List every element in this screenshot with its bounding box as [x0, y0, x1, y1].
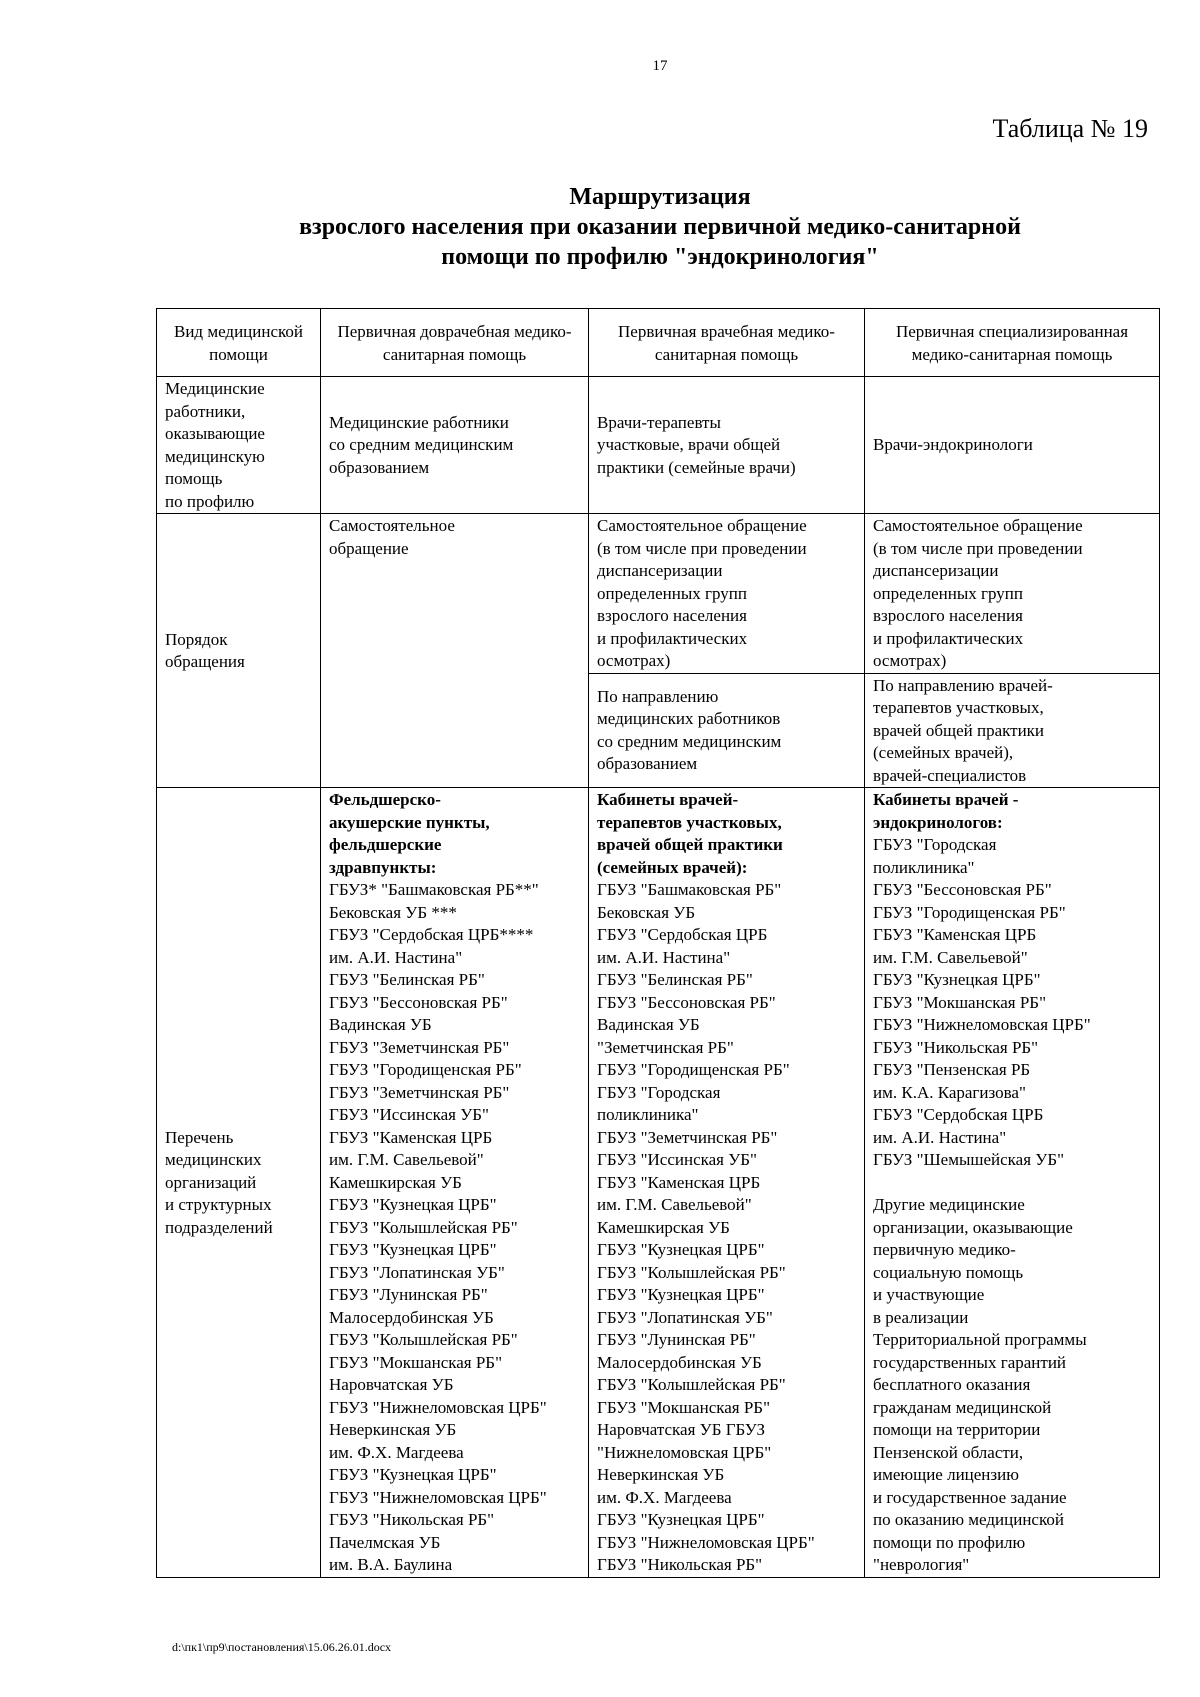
- text-line: акушерские пункты,: [329, 812, 490, 832]
- text-line: определенных групп: [873, 583, 1023, 603]
- text-line: ГБУЗ "Каменская ЦРБ: [329, 1127, 493, 1147]
- text-line: Бековская УБ ***: [329, 902, 457, 922]
- text-line: осмотрах): [597, 651, 671, 670]
- text-line: ГБУЗ "Кузнецкая ЦРБ": [873, 970, 1041, 989]
- text-line: (в том числе при проведении: [873, 538, 1083, 558]
- text-line: ГБУЗ "Никольская РБ": [873, 1037, 1039, 1057]
- text-line: Малосердобинская УБ: [329, 1307, 494, 1327]
- text-line: со средним медицинским: [597, 731, 782, 751]
- text-line: ГБУЗ "Каменская ЦРБ: [873, 925, 1037, 944]
- physician-list-heading: [597, 789, 856, 879]
- text-line: Бековская УБ: [597, 902, 696, 922]
- text-line: Наровчатская УБ ГБУЗ: [597, 1420, 766, 1439]
- text-line: ГБУЗ "Колышлейская РБ": [329, 1330, 518, 1349]
- text-line: им. Г.М. Савельевой": [329, 1150, 484, 1169]
- text-line: им. Ф.Х. Магдеева: [597, 1487, 732, 1507]
- text-line: ГБУЗ "Лопатинская УБ": [597, 1307, 773, 1327]
- row-label-workers: [157, 377, 321, 514]
- text-line: (в том числе при проведении: [597, 538, 807, 558]
- text-line: помощи на территории: [873, 1420, 1041, 1439]
- text-line: и участвующие: [873, 1285, 985, 1304]
- text-line: Камешкирская УБ: [329, 1172, 462, 1192]
- text-line: помощь: [165, 469, 223, 488]
- text-line: По направлению: [597, 686, 719, 706]
- text-line: ГБУЗ "Городская: [873, 835, 997, 854]
- text-line: ГБУЗ "Земетчинская РБ": [329, 1082, 510, 1102]
- text-line: государственных гарантий: [873, 1352, 1067, 1372]
- title-line: взрослого населения при оказании первичной медико-санитарной: [299, 214, 1021, 240]
- text-line: социальную помощь: [873, 1262, 1024, 1282]
- text-line: Самостоятельное: [329, 516, 455, 535]
- text-line: ГБУЗ "Белинская РБ": [597, 970, 753, 989]
- text-line: ГБУЗ "Каменская ЦРБ: [597, 1172, 761, 1192]
- table-header-row: [157, 309, 1160, 377]
- cell-order-prehospital: [321, 514, 589, 788]
- text-line: и профилактических: [873, 628, 1024, 648]
- text-line: ГБУЗ "Кузнецкая ЦРБ": [329, 1195, 497, 1214]
- text-line: ГБУЗ "Городская: [597, 1082, 721, 1102]
- text-line: по оказанию медицинской: [873, 1510, 1064, 1529]
- text-line: обращения: [165, 652, 245, 671]
- text-line: ГБУЗ "Бессоновская РБ": [873, 880, 1052, 899]
- text-line: (семейных врачей),: [873, 743, 1014, 762]
- text-line: им. К.А. Карагизова": [873, 1082, 1026, 1102]
- text-line: Территориальной программы: [873, 1330, 1087, 1349]
- text-line: организаций: [165, 1172, 257, 1192]
- row-label-organizations: [157, 788, 321, 1578]
- text-line: со средним медицинским: [329, 435, 514, 455]
- text-line: определенных групп: [597, 583, 747, 603]
- text-line: медицинских работников: [597, 709, 781, 729]
- text-line: ГБУЗ "Сердобская ЦРБ****: [329, 925, 534, 944]
- text-line: ГБУЗ "Кузнецкая ЦРБ": [329, 1240, 497, 1259]
- text-line: Самостоятельное обращение: [873, 516, 1083, 535]
- text-line: ГБУЗ "Городищенская РБ": [329, 1060, 522, 1079]
- cell-organizations-specialized: [865, 788, 1160, 1578]
- page-number: 17: [652, 58, 668, 74]
- text-line: и государственное задание: [873, 1487, 1067, 1507]
- text-line: Фельдшерско-: [329, 790, 441, 809]
- text-line: по профилю: [165, 491, 255, 511]
- text-line: ГБУЗ "Нижнеломовская ЦРБ": [597, 1532, 815, 1552]
- text-line: фельдшерские: [329, 835, 442, 854]
- text-line: ГБУЗ "Башмаковская РБ": [597, 880, 782, 899]
- text-line: и профилактических: [597, 628, 748, 648]
- text-line: "неврология": [873, 1555, 970, 1574]
- specialized-org-list: [873, 834, 1151, 1172]
- header-care-type: Вид медицинской помощи: [157, 309, 321, 377]
- text-line: Наровчатская УБ: [329, 1375, 454, 1394]
- text-line: ГБУЗ "Нижнеломовская ЦРБ": [329, 1487, 547, 1507]
- table-row-organizations: [157, 788, 1160, 1578]
- text-line: подразделений: [165, 1217, 273, 1237]
- text-line: ГБУЗ "Лунинская РБ": [597, 1330, 756, 1349]
- text-line: Вадинская УБ: [329, 1015, 432, 1034]
- text-line: врачей общей практики: [597, 835, 783, 854]
- text-line: эндокринологов:: [873, 812, 1003, 832]
- text-line: обращение: [329, 538, 409, 558]
- text-line: первичную медико-: [873, 1240, 1016, 1259]
- cell-order-self-physician: [589, 514, 865, 674]
- text-line: диспансеризации: [597, 561, 723, 580]
- text-line: ГБУЗ "Нижнеломовская ЦРБ": [329, 1397, 547, 1417]
- title-line: Маршрутизация: [569, 184, 751, 210]
- text-line: ГБУЗ "Бессоновская РБ": [597, 992, 776, 1012]
- text-line: врачей-специалистов: [873, 765, 1027, 785]
- text-line: ГБУЗ "Лунинская РБ": [329, 1285, 488, 1304]
- file-path-footer: d:\пк1\пр9\постановления\15.06.26.01.docx: [172, 1640, 392, 1654]
- header-prehospital-care: Первичная доврачебная медико-санитарная помощь: [321, 309, 589, 377]
- text-line: ГБУЗ "Колышлейская РБ": [597, 1262, 786, 1282]
- text-line: оказывающие: [165, 424, 265, 443]
- text-line: По направлению врачей-: [873, 675, 1053, 695]
- text-line: ГБУЗ "Никольская РБ": [329, 1510, 495, 1529]
- text-line: им. А.И. Настина": [597, 947, 731, 967]
- text-line: медицинскую: [165, 446, 265, 466]
- text-line: образованием: [329, 457, 430, 477]
- title-line: помощи по профилю "эндокринология": [441, 244, 879, 270]
- cell-workers-physician: [589, 377, 865, 514]
- text-line: Неверкинская УБ: [329, 1420, 457, 1439]
- text-line: диспансеризации: [873, 561, 999, 580]
- text-line: ГБУЗ "Пензенская РБ: [873, 1060, 1031, 1079]
- text-line: Камешкирская УБ: [597, 1217, 730, 1237]
- text-line: ГБУЗ "Кузнецкая ЦРБ": [597, 1510, 765, 1529]
- text-line: Неверкинская УБ: [597, 1465, 725, 1484]
- physician-org-list: [597, 879, 856, 1577]
- text-line: участковые, врачи общей: [597, 435, 781, 455]
- text-line: врачей общей практики: [873, 720, 1045, 740]
- paragraph-gap: [873, 1172, 1151, 1195]
- text-line: им. Г.М. Савельевой": [597, 1195, 752, 1214]
- header-specialized-care: Первичная специализированная медико-санитарная помощь: [865, 309, 1160, 377]
- text-line: ГБУЗ "Городищенская РБ": [597, 1060, 790, 1079]
- text-line: ГБУЗ "Сердобская ЦРБ: [873, 1105, 1044, 1124]
- text-line: ГБУЗ "Иссинская УБ": [597, 1150, 757, 1169]
- text-line: ГБУЗ "Мокшанская РБ": [597, 1397, 771, 1417]
- cell-workers-specialized: [865, 377, 1160, 514]
- text-line: Вадинская УБ: [597, 1015, 700, 1034]
- text-line: им. Ф.Х. Магдеева: [329, 1442, 464, 1462]
- text-line: ГБУЗ "Бессоновская РБ": [329, 992, 508, 1012]
- document-title: [0, 182, 1200, 272]
- text-line: им. А.И. Настина": [873, 1127, 1007, 1147]
- text-line: Перечень: [165, 1127, 234, 1147]
- text-line: ГБУЗ "Сердобская ЦРБ: [597, 925, 768, 944]
- text-line: поликлиника": [873, 857, 975, 877]
- text-line: (семейных врачей):: [597, 857, 748, 877]
- text-line: образованием: [597, 754, 698, 774]
- cell-order-referral-specialized: [865, 673, 1160, 788]
- text-line: ГБУЗ "Лопатинская УБ": [329, 1262, 505, 1282]
- text-line: Малосердобинская УБ: [597, 1352, 762, 1372]
- text-line: им. А.И. Настина": [329, 947, 463, 967]
- text-line: поликлиника": [597, 1105, 699, 1124]
- text-line: "Нижнеломовская ЦРБ": [597, 1442, 772, 1462]
- table-row-workers: [157, 377, 1160, 514]
- text-line: Самостоятельное обращение: [597, 516, 807, 535]
- text-line: практики (семейные врачи): [597, 457, 796, 477]
- text-line: Врачи-эндокринологи: [873, 435, 1033, 455]
- text-line: "Земетчинская РБ": [597, 1037, 734, 1057]
- text-line: ГБУЗ "Мокшанская РБ": [873, 992, 1047, 1012]
- table-number-label: Таблица № 19: [992, 114, 1148, 143]
- text-line: Кабинеты врачей -: [873, 790, 1019, 809]
- text-line: Порядок: [165, 629, 228, 649]
- text-line: им. В.А. Баулина: [329, 1555, 453, 1574]
- text-line: здравпункты:: [329, 857, 437, 877]
- text-line: Пензенской области,: [873, 1442, 1024, 1462]
- text-line: терапевтов участковых,: [873, 698, 1044, 717]
- text-line: имеющие лицензию: [873, 1465, 1019, 1484]
- text-line: работники,: [165, 401, 246, 421]
- text-line: им. Г.М. Савельевой": [873, 947, 1028, 967]
- text-line: ГБУЗ "Земетчинская РБ": [597, 1127, 778, 1147]
- cell-order-referral-physician: [589, 673, 865, 788]
- text-line: терапевтов участковых,: [597, 812, 782, 832]
- cell-organizations-prehospital: [321, 788, 589, 1578]
- cell-organizations-physician: [589, 788, 865, 1578]
- header-physician-care: Первичная врачебная медико-санитарная помощь: [589, 309, 865, 377]
- text-line: ГБУЗ "Кузнецкая ЦРБ": [597, 1240, 765, 1259]
- text-line: ГБУЗ "Мокшанская РБ": [329, 1352, 503, 1372]
- text-line: помощи по профилю: [873, 1532, 1026, 1552]
- text-line: ГБУЗ "Земетчинская РБ": [329, 1037, 510, 1057]
- specialized-list-heading: [873, 789, 1151, 834]
- text-line: ГБУЗ "Никольская РБ": [597, 1555, 763, 1574]
- text-line: Медицинские работники: [329, 412, 509, 432]
- text-line: ГБУЗ "Кузнецкая ЦРБ": [597, 1285, 765, 1304]
- text-line: Пачелмская УБ: [329, 1532, 441, 1552]
- text-line: ГБУЗ* "Башмаковская РБ**": [329, 880, 539, 899]
- prehospital-org-list: [329, 879, 580, 1577]
- text-line: ГБУЗ "Нижнеломовская ЦРБ": [873, 1015, 1091, 1034]
- text-line: ГБУЗ "Шемышейская УБ": [873, 1150, 1065, 1169]
- cell-order-self-specialized: [865, 514, 1160, 674]
- table-row-order-self: [157, 514, 1160, 674]
- text-line: в реализации: [873, 1307, 969, 1327]
- text-line: и структурных: [165, 1195, 272, 1214]
- text-line: организации, оказывающие: [873, 1217, 1073, 1237]
- text-line: бесплатного оказания: [873, 1375, 1031, 1394]
- other-organizations-note: [873, 1194, 1151, 1577]
- text-line: медицинских: [165, 1150, 262, 1169]
- text-line: взрослого населения: [597, 606, 747, 625]
- text-line: ГБУЗ "Колышлейская РБ": [329, 1217, 518, 1237]
- text-line: ГБУЗ "Городищенская РБ": [873, 902, 1066, 922]
- row-label-order: [157, 514, 321, 788]
- text-line: ГБУЗ "Кузнецкая ЦРБ": [329, 1465, 497, 1484]
- text-line: Врачи-терапевты: [597, 412, 721, 432]
- text-line: гражданам медицинской: [873, 1397, 1052, 1417]
- routing-table: [156, 308, 1160, 1578]
- text-line: Другие медицинские: [873, 1195, 1025, 1214]
- prehospital-list-heading: [329, 789, 580, 879]
- text-line: Кабинеты врачей-: [597, 790, 739, 809]
- text-line: ГБУЗ "Колышлейская РБ": [597, 1375, 786, 1394]
- cell-workers-prehospital: [321, 377, 589, 514]
- text-line: ГБУЗ "Белинская РБ": [329, 970, 485, 989]
- text-line: ГБУЗ "Иссинская УБ": [329, 1105, 489, 1124]
- text-line: Медицинские: [165, 379, 265, 398]
- text-line: осмотрах): [873, 651, 947, 670]
- text-line: взрослого населения: [873, 606, 1023, 625]
